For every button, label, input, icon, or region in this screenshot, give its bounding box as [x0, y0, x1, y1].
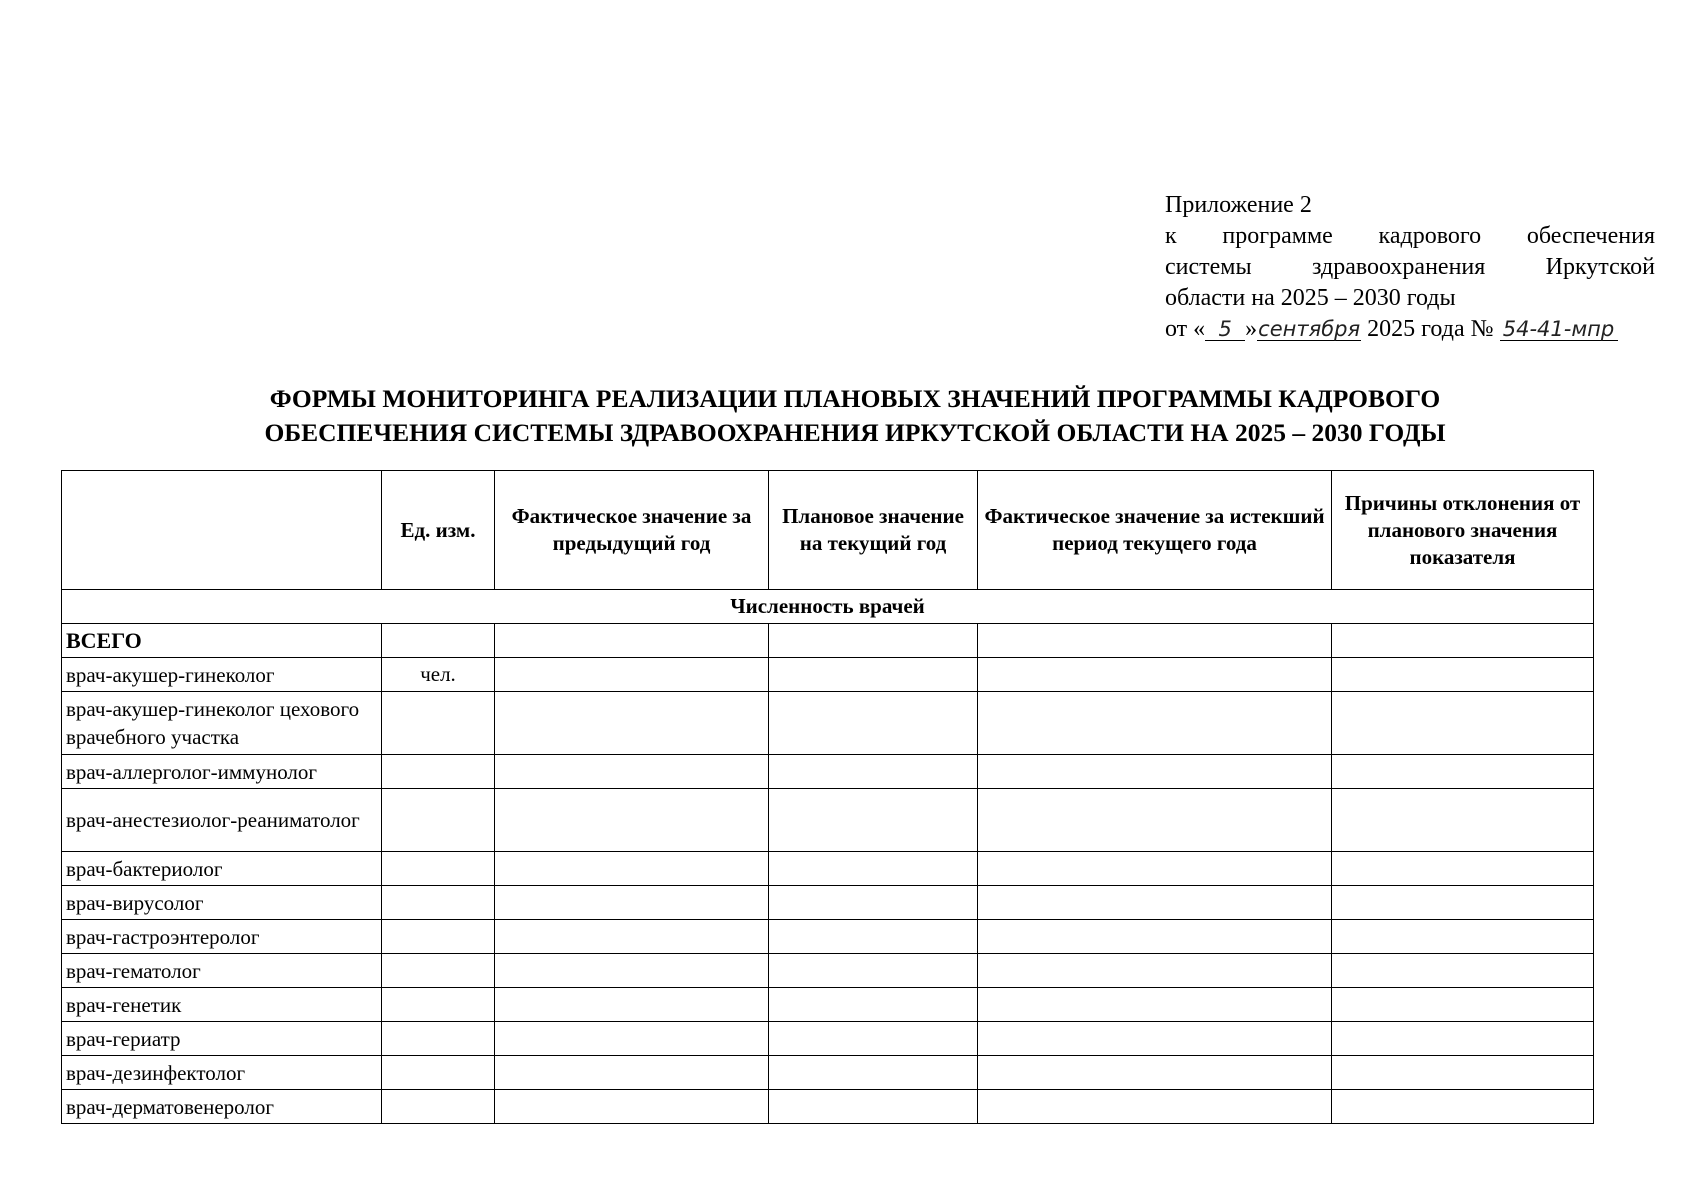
row-unit [382, 755, 495, 789]
cell-plan [769, 658, 978, 692]
cell-prev-year [495, 988, 769, 1022]
row-name: врач-гематолог [62, 954, 382, 988]
cell-reasons [1332, 789, 1594, 852]
cell-reasons [1332, 1056, 1594, 1090]
cell-actual [978, 920, 1332, 954]
table-row [62, 789, 1594, 852]
row-name: врач-генетик [62, 988, 382, 1022]
cell-actual [978, 852, 1332, 886]
cell-actual [978, 755, 1332, 789]
handwritten-day: 5 [1205, 318, 1245, 341]
cell-reasons [1332, 988, 1594, 1022]
page-title [60, 382, 1650, 450]
section-title: Численность врачей [62, 590, 1594, 624]
appendix-line: к программе кадрового обеспечения [1165, 223, 1655, 249]
cell-reasons [1332, 1090, 1594, 1124]
header-cell-name [62, 471, 382, 590]
header-cell-plan: Плановое значение на текущий год [769, 471, 978, 590]
cell-actual [978, 1056, 1332, 1090]
row-unit [382, 624, 495, 658]
cell-prev-year [495, 886, 769, 920]
table-row [62, 1022, 1594, 1056]
cell-reasons [1332, 1022, 1594, 1056]
row-name: врач-вирусолог [62, 886, 382, 920]
handwritten-doc-number: 54-41-мпр [1500, 318, 1618, 341]
appendix-number: Приложение 2 [1165, 192, 1312, 218]
cell-actual [978, 692, 1332, 755]
table-row [62, 852, 1594, 886]
row-unit [382, 886, 495, 920]
table-row [62, 988, 1594, 1022]
header-cell-prev-year: Фактическое значение за предыдущий год [495, 471, 769, 590]
cell-prev-year [495, 1022, 769, 1056]
cell-plan [769, 988, 978, 1022]
row-unit [382, 954, 495, 988]
cell-plan [769, 1056, 978, 1090]
table-row [62, 692, 1594, 755]
row-name: врач-анестезиолог-реаниматолог [62, 789, 382, 852]
row-name: врач-бактериолог [62, 852, 382, 886]
cell-prev-year [495, 954, 769, 988]
row-name: врач-гериатр [62, 1022, 382, 1056]
cell-prev-year [495, 624, 769, 658]
cell-reasons [1332, 886, 1594, 920]
row-name: врач-гастроэнтеролог [62, 920, 382, 954]
cell-plan [769, 954, 978, 988]
row-name: врач-дезинфектолог [62, 1056, 382, 1090]
header-cell-unit: Ед. изм. [382, 471, 495, 590]
row-unit [382, 692, 495, 755]
cell-prev-year [495, 658, 769, 692]
cell-actual [978, 988, 1332, 1022]
cell-plan [769, 624, 978, 658]
cell-plan [769, 886, 978, 920]
row-unit [382, 852, 495, 886]
title-line-2: ОБЕСПЕЧЕНИЯ СИСТЕМЫ ЗДРАВООХРАНЕНИЯ ИРКУТСКОЙ ОБЛАСТИ НА 2025 – 2030 ГОДЫ [264, 418, 1446, 447]
appendix-date-line [1165, 314, 1655, 345]
table-row [62, 1090, 1594, 1124]
cell-actual [978, 624, 1332, 658]
cell-reasons [1332, 852, 1594, 886]
appendix-block [1165, 190, 1655, 345]
title-line-1: ФОРМЫ МОНИТОРИНГА РЕАЛИЗАЦИИ ПЛАНОВЫХ ЗНАЧЕНИЙ ПРОГРАММЫ КАДРОВОГО [269, 384, 1441, 413]
cell-plan [769, 1090, 978, 1124]
table-row [62, 624, 1594, 658]
row-unit [382, 988, 495, 1022]
cell-prev-year [495, 852, 769, 886]
table-row [62, 920, 1594, 954]
date-mid: » [1245, 316, 1258, 342]
cell-reasons [1332, 755, 1594, 789]
row-unit [382, 920, 495, 954]
cell-actual [978, 789, 1332, 852]
cell-actual [978, 1022, 1332, 1056]
handwritten-month: сентября [1258, 317, 1361, 341]
table-row [62, 954, 1594, 988]
cell-actual [978, 954, 1332, 988]
date-prefix: от « [1165, 316, 1206, 342]
table-row [62, 886, 1594, 920]
cell-plan [769, 789, 978, 852]
cell-reasons [1332, 692, 1594, 755]
appendix-line: системы здравоохранения Иркутской [1165, 254, 1655, 280]
header-cell-reasons: Причины отклонения от планового значения показателя [1332, 471, 1594, 590]
section-row [62, 590, 1594, 624]
cell-actual [978, 658, 1332, 692]
cell-actual [978, 886, 1332, 920]
header-cell-actual-current: Фактическое значение за истекший период текущего года [978, 471, 1332, 590]
cell-prev-year [495, 1090, 769, 1124]
row-name: врач-аллерголог-иммунолог [62, 755, 382, 789]
cell-actual [978, 1090, 1332, 1124]
row-unit: чел. [382, 658, 495, 692]
cell-reasons [1332, 658, 1594, 692]
cell-plan [769, 1022, 978, 1056]
row-unit [382, 1056, 495, 1090]
row-name: врач-акушер-гинеколог цехового врачебного участка [62, 692, 382, 755]
table-row [62, 755, 1594, 789]
cell-prev-year [495, 755, 769, 789]
appendix-line: области на 2025 – 2030 годы [1165, 285, 1456, 311]
cell-plan [769, 755, 978, 789]
cell-prev-year [495, 789, 769, 852]
cell-prev-year [495, 920, 769, 954]
cell-prev-year [495, 1056, 769, 1090]
cell-plan [769, 692, 978, 755]
table-row [62, 658, 1594, 692]
cell-plan [769, 852, 978, 886]
cell-prev-year [495, 692, 769, 755]
date-year: 2025 года № [1367, 316, 1494, 342]
cell-plan [769, 920, 978, 954]
row-unit [382, 1090, 495, 1124]
row-name: ВСЕГО [62, 624, 382, 658]
monitoring-table [61, 470, 1594, 1124]
row-name: врач-дерматовенеролог [62, 1090, 382, 1124]
cell-reasons [1332, 954, 1594, 988]
cell-reasons [1332, 624, 1594, 658]
row-unit [382, 1022, 495, 1056]
table-row [62, 1056, 1594, 1090]
cell-reasons [1332, 920, 1594, 954]
row-unit [382, 789, 495, 852]
table-header-row [62, 471, 1594, 590]
row-name: врач-акушер-гинеколог [62, 658, 382, 692]
